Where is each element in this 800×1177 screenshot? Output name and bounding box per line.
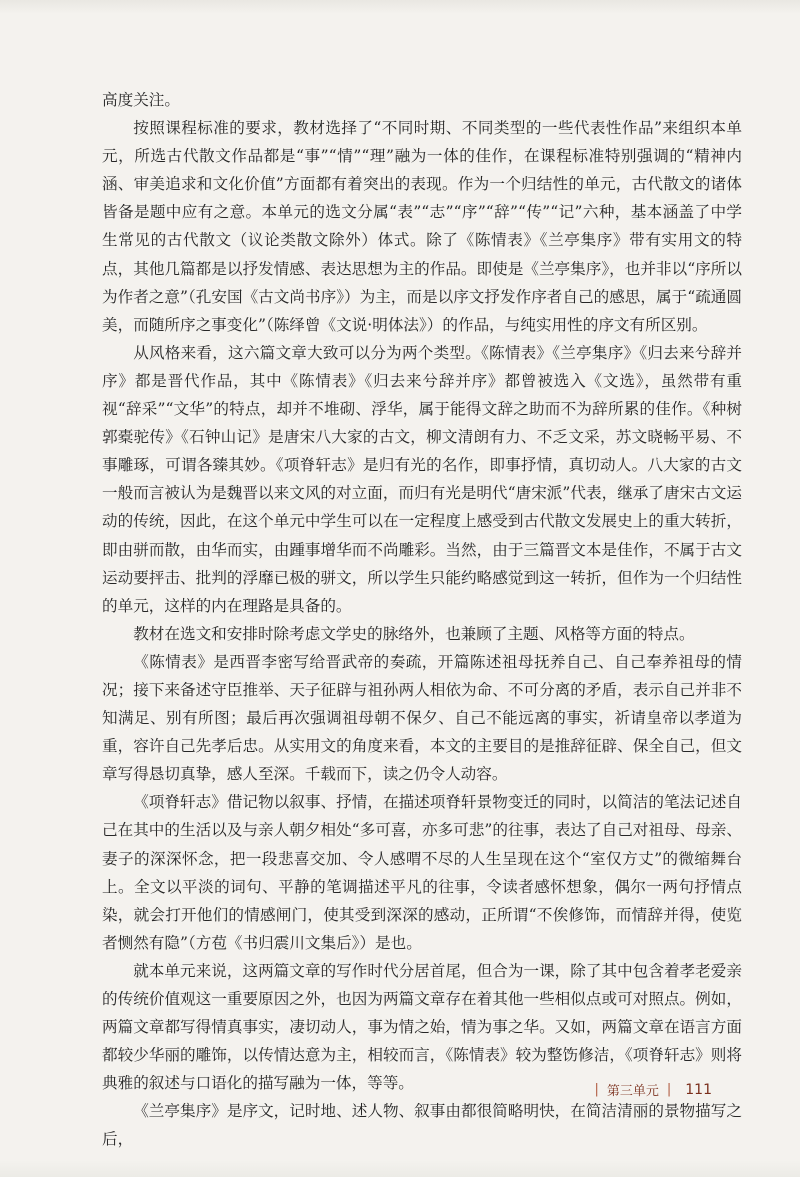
paragraph-3: 从风格来看，这六篇文章大致可以分为两个类型。《陈情表》《兰亭集序》《归去来兮辞并序》都是晋代作品，其中《陈情表》《归去来兮辞并序》都曾被选入《文选》，虽然带有重视“辞采”“文华”的特点，却并不堆砌、浮华，属于能得文辞之助而不为辞所累的佳作。《种树郭橐驼传》《石钟山记》是唐宋八大家的古文，柳文清朗有力、不乏文采，苏文晓畅平易、不事雕琢，可谓各臻其妙。《项脊轩志》是归有光的名作，即事抒情，真切动人。八大家的古文一般而言被认为是魏晋以来文风的对立面，而归有光是明代“唐宋派”代表，继承了唐宋古文运动的传统，因此，在这个单元中学生可以在一定程度上感受到古代散文发展史上的重大转折，即由骈而散，由华而实，由踵事增华而不尚雕彩。当然，由于三篇晋文本是佳作，不属于古文运动要抨击、批判的浮靡已极的骈文，所以学生只能约略感觉到这一转折，但作为一个归结性的单元，这样的内在理路是具备的。 <box>102 343 742 615</box>
footer-divider-right: | <box>666 1082 672 1097</box>
unit-label: 第三单元 <box>606 1084 659 1099</box>
paragraph-7: 就本单元来说，这两篇文章的写作时代分居首尾，但合为一课，除了其中包含着孝老爱亲的传统价值观这一重要原因之外，也因为两篇文章存在着其他一些相似点或可对照点。例如，两篇文章都写得情真事实，凄切动人，事为情之始，情为事之华。又如，两篇文章在语言方面都较少华丽的雕饰，以传情达意为主，相较而言，《陈情表》较为整饬修洁，《项脊轩志》则将典雅的叙述与口语化的描写融为一体，等等。 <box>102 961 742 1093</box>
paragraph-6: 《项脊轩志》借记物以叙事、抒情，在描述项脊轩景物变迁的同时，以简洁的笔法记述自己在其中的生活以及与亲人朝夕相处“多可喜，亦多可悲”的往事，表达了自己对祖母、母亲、妻子的深深怀念，把一段悲喜交加、令人感喟不尽的人生呈现在这个“室仅方丈”的微缩舞台上。全文以平淡的词句、平静的笔调描述平凡的往事，令读者感怀想象，偶尔一两句抒情点染，就会打开他们的情感闸门，使其受到深深的感动，正所谓“不俟修饰，而情辞并得，使览者恻然有隐”（方苞《书归震川文集后》）是也。 <box>102 793 742 952</box>
paragraph-4: 教材在选文和安排时除考虑文学史的脉络外，也兼顾了主题、风格等方面的特点。 <box>133 624 695 643</box>
footer-divider-left: | <box>594 1082 599 1097</box>
page-footer <box>594 1080 712 1099</box>
paragraph-5: 《陈情表》是西晋李密写给晋武帝的奏疏，开篇陈述祖母抚养自己、自己奉养祖母的情况；接下来备述守臣推举、天子征辟与祖孙两人相依为命、不可分离的矛盾，表示自己并非不知满足、别有所图；最后再次强调祖母朝不保夕、自己不能远离的事实，祈请皇帝以孝道为重，容许自己先孝后忠。从实用文的角度来看，本文的主要目的是推辞征辟、保全自己，但文章写得恳切真挚，感人至深。千载而下，读之仍令人动容。 <box>102 652 742 784</box>
body-text <box>102 86 742 1154</box>
page-number: 111 <box>685 1081 712 1098</box>
paragraph-2: 按照课程标准的要求，教材选择了“不同时期、不同类型的一些代表性作品”来组织本单元，所选古代散文作品都是“事”“情”“理”融为一体的佳作，在课程标准特别强调的“精神内涵、审美追求和文化价值”方面都有着突出的表现。作为一个归结性的单元，古代散文的诸体皆备是题中应有之意。本单元的选文分属“表”“志”“序”“辞”“传”“记”六种，基本涵盖了中学生常见的古代散文（议论类散文除外）体式。除了《陈情表》《兰亭集序》带有实用文的特点，其他几篇都是以抒发情感、表达思想为主的作品。即使是《兰亭集序》，也并非以“序所以为作者之意”（孔安国《古文尚书序》）为主，而是以序文抒发作序者自己的感思，属于“疏通圆美，而随所序之事变化”（陈绎曾《文说·明体法》）的作品，与纯实用性的序文有所区别。 <box>102 119 742 334</box>
paragraph-1: 高度关注。 <box>102 91 180 109</box>
paragraph-8: 《兰亭集序》是序文，记时地、述人物、叙事由都很简略明快，在简洁清丽的景物描写之后， <box>102 1102 742 1149</box>
